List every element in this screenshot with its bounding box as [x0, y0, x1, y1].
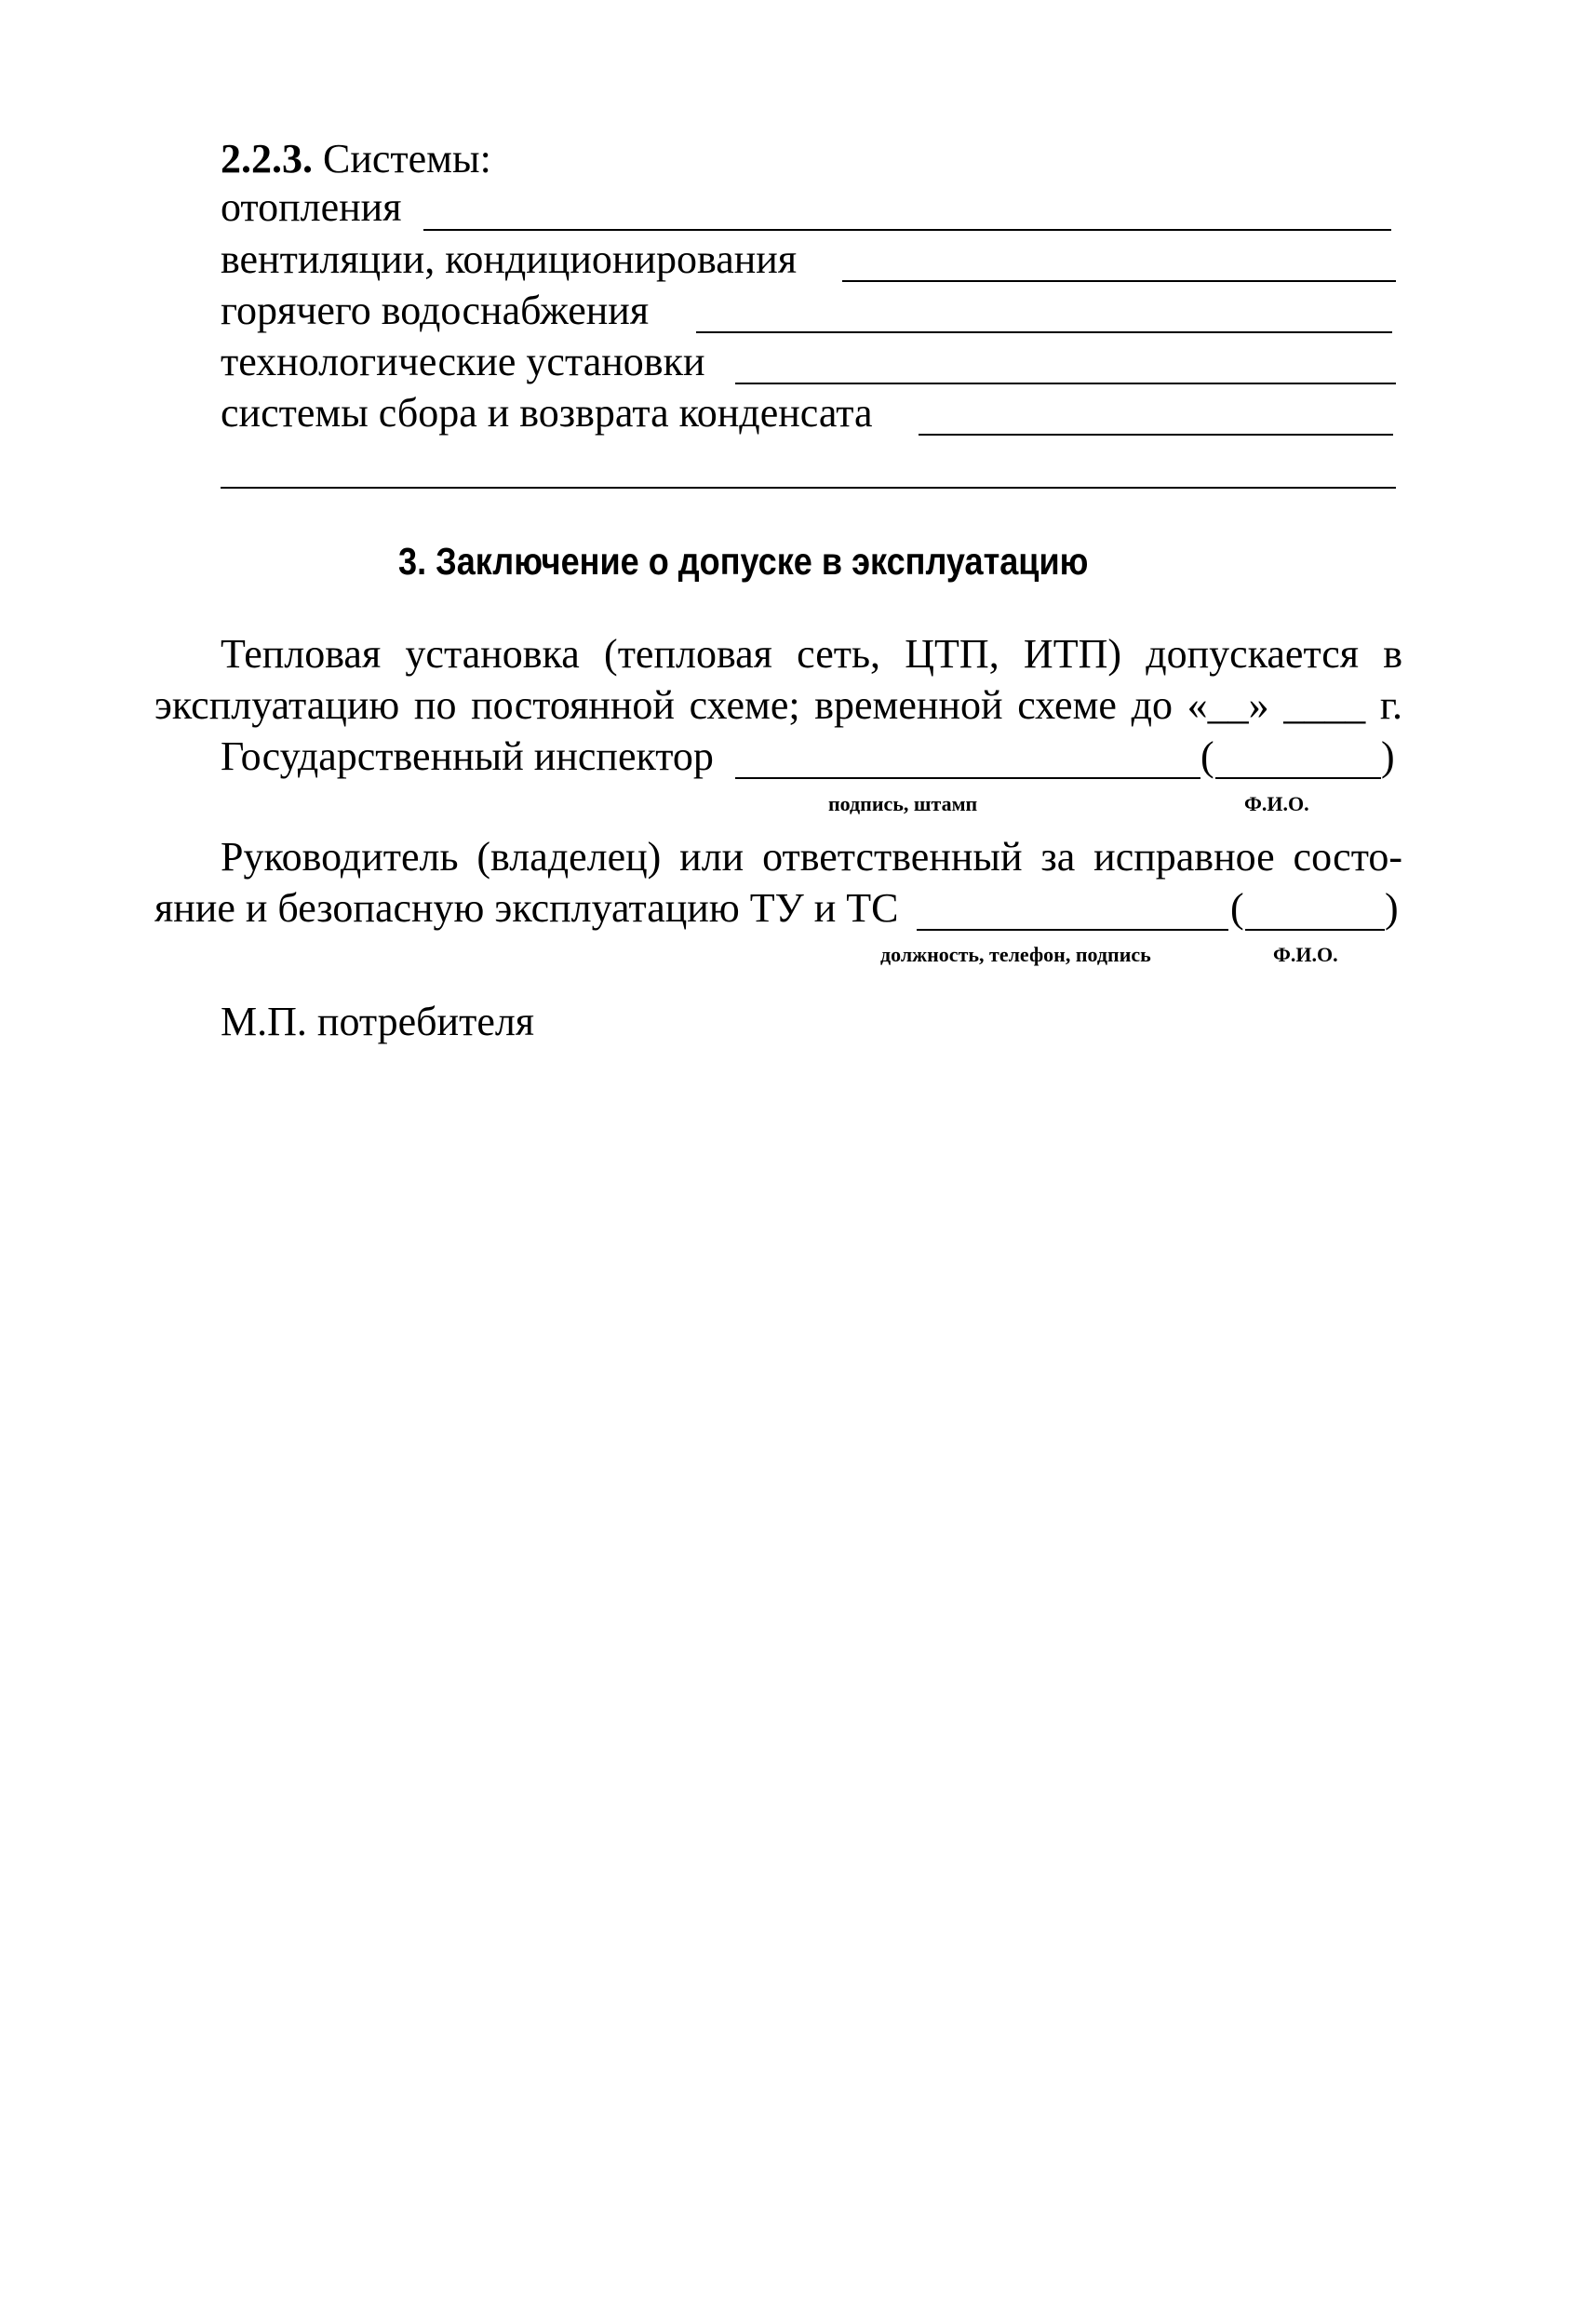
stamp-label: М.П. потребителя	[221, 999, 535, 1044]
field-label-heating: отопления	[221, 184, 402, 230]
inspector-open-paren: (	[1200, 733, 1214, 779]
field-label-hot-water: горячего водоснабжения	[221, 288, 650, 333]
section-number: 2.2.3.	[221, 136, 313, 181]
para1-line1: Тепловая установка (тепловая сеть, ЦТП, ИТП) допускается в	[221, 631, 1402, 677]
head-caption-name: Ф.И.О.	[1273, 943, 1338, 966]
field-line-tech-installations[interactable]	[735, 383, 1396, 384]
inspector-name-line[interactable]	[1215, 777, 1381, 779]
section-3-heading: 3. Заключение о допуске в эксплуатацию	[398, 540, 1089, 583]
inspector-close-paren: )	[1381, 733, 1395, 779]
head-open-paren: (	[1230, 885, 1244, 931]
field-line-condensate[interactable]	[919, 434, 1393, 436]
section-title: Системы:	[323, 136, 491, 181]
head-close-paren: )	[1385, 885, 1399, 931]
head-signature-line[interactable]	[917, 929, 1228, 931]
field-line-hot-water[interactable]	[696, 331, 1392, 333]
field-label-condensate: системы сбора и возврата конденсата	[221, 390, 873, 436]
para2-line2: яние и безопасную эксплуатацию ТУ и ТС	[154, 885, 899, 931]
head-name-line[interactable]	[1245, 929, 1385, 931]
inspector-caption-sign: подпись, штамп	[828, 792, 978, 815]
field-line-ventilation[interactable]	[842, 280, 1396, 282]
field-label-tech-installations: технологические установки	[221, 339, 705, 384]
field-line-extra[interactable]	[221, 487, 1396, 489]
para1-line2: эксплуатацию по постоянной схеме; временной схеме до «__» ____ г.	[154, 682, 1402, 728]
para2-line1: Руководитель (владелец) или ответственный за исправное состо-	[221, 834, 1402, 880]
section-223-title	[221, 135, 491, 183]
field-label-ventilation: вентиляции, кондиционирования	[221, 236, 798, 282]
inspector-label: Государственный инспектор	[221, 733, 714, 779]
head-caption-sign: должность, телефон, подпись	[880, 943, 1151, 966]
inspector-caption-name: Ф.И.О.	[1244, 792, 1309, 815]
field-line-heating[interactable]	[423, 229, 1391, 231]
inspector-signature-line[interactable]	[735, 777, 1200, 779]
